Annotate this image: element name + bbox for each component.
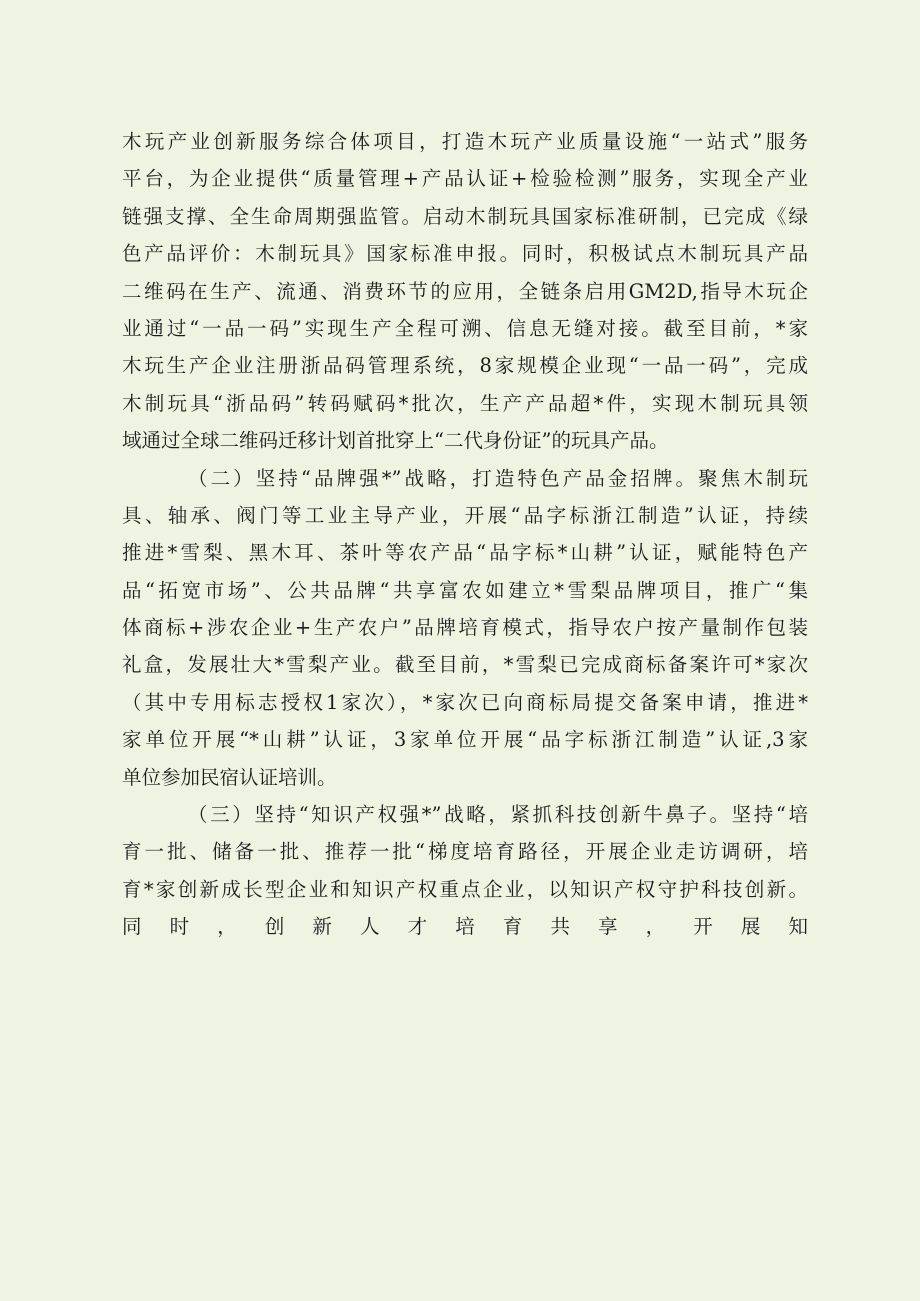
paragraph-line: 色产品评价：木制玩具》国家标准申报。同时，积极试点木制玩具产品 (122, 242, 808, 266)
paragraph-line: 链强支撑、全生命周期强监管。启动木制玩具国家标准研制，已完成《绿 (122, 204, 808, 228)
paragraph-line: 木制玩具“浙品码”转码赋码*批次，生产产品超*件，实现木制玩具领 (122, 391, 808, 415)
paragraph-line: 具、轴承、阀门等工业主导产业，开展“品字标浙江制造”认证，持续 (122, 503, 808, 527)
paragraph-line: 礼盒，发展壮大*雪梨产业。截至目前，*雪梨已完成商标备案许可*家次 (122, 653, 808, 677)
paragraph-line: 家单位开展“*山耕”认证，3家单位开展“品字标浙江制造”认证,3家 (122, 728, 808, 752)
paragraph-line: 单位参加民宿认证培训。 (122, 765, 337, 789)
section-heading-line: （二）坚持“品牌强*”战略，打造特色产品金招牌。聚焦木制玩 (188, 466, 808, 490)
paragraph-line: 推进*雪梨、黑木耳、茶叶等农产品“品字标*山耕”认证，赋能特色产 (122, 541, 808, 565)
paragraph-line: 品“拓宽市场”、公共品牌“共享富农如建立*雪梨品牌项目，推广“集 (122, 578, 808, 602)
paragraph-line: 育*家创新成长型企业和知识产权重点企业，以知识产权守护科技创新。 (122, 877, 808, 901)
paragraph-line: 木玩产业创新服务综合体项目，打造木玩产业质量设施“一站式”服务 (122, 130, 808, 153)
paragraph-line: 域通过全球二维码迁移计划首批穿上“二代身份证”的玩具产品。 (122, 429, 669, 453)
paragraph-line: 平台，为企业提供“质量管理+产品认证+检验检测”服务，实现全产业 (122, 167, 808, 191)
document-body (122, 123, 808, 946)
paragraph-line: （其中专用标志授权1家次），*家次已向商标局提交备案申请，推进* (122, 690, 808, 714)
paragraph-line: 育一批、储备一批、推荐一批“梯度培育路径，开展企业走访调研，培 (122, 840, 808, 864)
paragraph-line: 同时，创新人才培育共享，开展知 (122, 915, 808, 939)
paragraph-line: 二维码在生产、流通、消费环节的应用，全链条启用GM2D,指导木玩企 (122, 279, 808, 303)
paragraph-line: 体商标+涉农企业+生产农户”品牌培育模式，指导农户按产量制作包装 (122, 616, 808, 640)
paragraph-line: 木玩生产企业注册浙品码管理系统，8家规模企业现“一品一码”，完成 (122, 354, 808, 378)
section-heading-line: （三）坚持“知识产权强*”战略，紧抓科技创新牛鼻子。坚持“培 (188, 803, 808, 827)
paragraph-line: 业通过“一品一码”实现生产全程可溯、信息无缝对接。截至目前，*家 (122, 316, 808, 340)
